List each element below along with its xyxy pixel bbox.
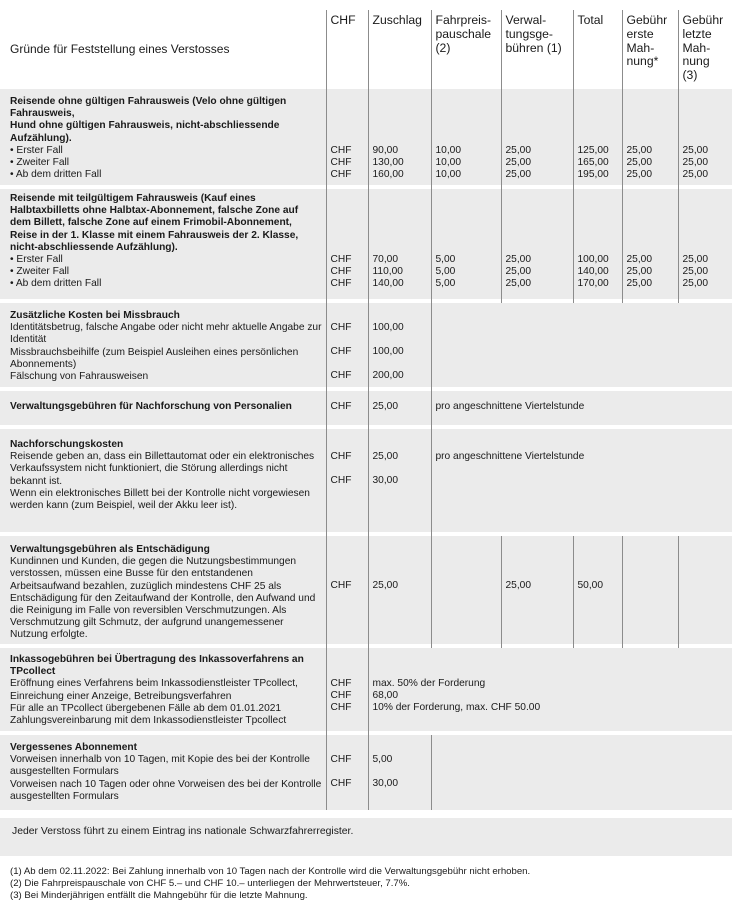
collection-values: max. 50% der Forderung 68,00 10% der Forderung, max. CHF 50.00 — [368, 648, 732, 731]
header-zuschlag: Zuschlag — [368, 10, 431, 89]
section-title: Zusätzliche Kosten bei Missbrauch — [10, 309, 180, 321]
fahrpreis-values: 10,00 10,00 10,00 — [431, 89, 501, 185]
value-machine: 25,00 — [372, 450, 398, 462]
value-forgery: 200,00 — [372, 369, 404, 381]
verwaltung-value: 25,00 — [501, 536, 573, 644]
chf-label: CHF CHF CHF — [326, 648, 368, 731]
header-verwaltung: Verwal- tungsge- bühren (1) — [501, 10, 573, 89]
chf-label-column — [326, 303, 368, 387]
section-forgotten-pass — [0, 735, 732, 810]
section-compensation — [0, 536, 732, 644]
chf-label: CHF — [326, 391, 368, 425]
section-no-ticket-text — [0, 89, 326, 185]
value-within-10-days: 5,00 — [372, 753, 393, 765]
case-list: • Erster Fall • Zweiter Fall • Ab dem dritten Fall — [10, 144, 102, 181]
section-collection-text — [0, 648, 326, 731]
value-research: 25,00 — [368, 391, 431, 425]
chf-label-column — [326, 429, 368, 532]
chf-label: CHF CHF CHF — [326, 189, 368, 299]
total-values: 125,00 165,00 195,00 — [573, 89, 622, 185]
value-eticket: 30,00 — [372, 474, 398, 486]
collection-tpcollect: Für alle an TPcollect übergebenen Fälle ab dem 01.01.2021 Zahlungsvereinbarung mit dem Inkassodienstleister Tpcollect — [10, 702, 287, 726]
chf-label: CHF — [330, 369, 352, 381]
chf-label: CHF — [330, 321, 352, 333]
section-partial-ticket-text — [0, 189, 326, 299]
footnote-3: (3) Bei Minderjährigen entfällt die Mahngebühr für die letzte Mahnung. — [10, 890, 308, 901]
total-values: 100,00 140,00 170,00 — [573, 189, 622, 299]
misuse-abetting: Missbrauchsbeihilfe (zum Beispiel Ausleihen eines persönlichen Abonnements) — [10, 346, 299, 370]
section-personal-research-text — [0, 391, 326, 425]
chf-label: CHF CHF CHF — [326, 89, 368, 185]
section-title: Reisende mit teilgültigem Fahrausweis (Kauf eines Halbtaxbilletts ohne Halbtax-Abonnement, falsche Zone auf dem Billett, falsche Zone auf einem Frimobil-Abonnement, Reise in der 1. Klasse mit einem Fahrausweis der 2. Klasse, nicht-abschliessende Aufzählung). — [10, 192, 299, 253]
zuschlag-values: 90,00 130,00 160,00 — [368, 89, 431, 185]
chf-label: CHF — [330, 474, 352, 486]
forgotten-values — [368, 735, 431, 810]
section-title: Reisende ohne gültigen Fahrausweis (Velo ohne gültigen Fahrausweis, Hund ohne gültigen Fahrausweis, nicht-abschliessende Aufzählung). — [10, 95, 287, 144]
forgotten-after-10-days: Vorweisen nach 10 Tagen oder ohne Vorweisen des bei der Kontrolle ausgestellten Formulars — [10, 778, 322, 802]
section-title: Inkassogebühren bei Übertragung des Inkassoverfahrens an TPcollect — [10, 653, 304, 678]
fahrpreis-values: 5,00 5,00 5,00 — [431, 189, 501, 299]
section-title: Verwaltungsgebühren für Nachforschung von Personalien — [10, 400, 292, 412]
header-fahrpreis: Fahrpreis- pauschale (2) — [431, 10, 501, 89]
chf-label-column — [326, 735, 368, 810]
header-total: Total — [573, 10, 622, 89]
section-title: Vergessenes Abonnement — [10, 741, 138, 753]
verwaltung-values: 25,00 25,00 25,00 — [501, 189, 573, 299]
erste-mahnung-values: 25,00 25,00 25,00 — [622, 189, 678, 299]
header-letzte-mahnung: Gebühr letzte Mah- nung (3) — [678, 10, 732, 89]
footnote-2: (2) Die Fahrpreispauschale von CHF 5.– und CHF 10.– unterliegen der Mehrwertsteuer, 7.7%. — [10, 878, 410, 889]
zuschlag-values: 70,00 110,00 140,00 — [368, 189, 431, 299]
chf-label: CHF — [330, 777, 352, 789]
rate-note: pro angeschnittene Viertelstunde — [431, 429, 732, 532]
section-misuse-text — [0, 303, 326, 387]
footnote-1: (1) Ab dem 02.11.2022: Bei Zahlung innerhalb von 10 Tagen nach der Kontrolle wird die Verwaltungsgebühr nicht erhoben. — [10, 866, 531, 877]
value-after-10-days: 30,00 — [372, 777, 398, 789]
chf-label: CHF — [330, 345, 352, 357]
rate-note: pro angeschnittene Viertelstunde — [431, 391, 732, 425]
investigation-values — [368, 429, 431, 532]
misuse-identity: Identitätsbetrug, falsche Angabe oder nicht mehr aktuelle Angabe zur Identität — [10, 322, 322, 346]
investigation-machine: Reisende geben an, dass ein Billettautomat oder ein elektronisches Verkaufssystem nicht funktioniert, die Störung allerdings nicht bekannt ist. — [10, 451, 315, 487]
section-forgotten-pass-text — [0, 735, 326, 810]
section-compensation-text — [0, 536, 326, 644]
letzte-mahnung-values: 25,00 25,00 25,00 — [678, 189, 732, 299]
header-erste-mahnung: Gebühr erste Mah- nung* — [622, 10, 678, 89]
value-identity: 100,00 — [372, 321, 404, 333]
erste-mahnung-values: 25,00 25,00 25,00 — [622, 89, 678, 185]
total-value: 50,00 — [573, 536, 622, 644]
investigation-eticket: Wenn ein elektronisches Billett bei der Kontrolle nicht vorgewiesen werden kann (zum Beispiel, weil der Akku leer ist). — [10, 487, 310, 511]
section-title: Nachforschungskosten — [10, 438, 124, 450]
header-reason: Gründe für Feststellung eines Verstosses — [10, 41, 230, 56]
section-investigation — [0, 429, 732, 532]
verwaltung-values: 25,00 25,00 25,00 — [501, 89, 573, 185]
misuse-forgery: Fälschung von Fahrausweisen — [10, 371, 149, 382]
chf-label: CHF — [330, 450, 352, 462]
case-list: • Erster Fall • Zweiter Fall • Ab dem dritten Fall — [10, 254, 102, 290]
chf-label: CHF — [326, 536, 368, 644]
section-partial-ticket — [0, 189, 732, 299]
misuse-values — [368, 303, 431, 387]
chf-label: CHF — [330, 753, 352, 765]
section-title: Verwaltungsgebühren als Entschädigung — [10, 543, 210, 555]
header-row — [0, 10, 732, 89]
compensation-text: Kundinnen und Kunden, die gegen die Nutzungsbestimmungen verstossen, müssen eine Busse für den entstandenen Arbeitsaufwand bezahlen, zuzüglich mindestens CHF 25 als Entschädigung für den Zeitaufwand der Kontrolle, den Aufwand und die Reinigung im Falle von reversiblen Verschmutzungen. Als Verschmutzung gilt Schmutz, der aufgrund unangemessener Nutzung erfolgte. — [10, 556, 316, 641]
forgotten-within-10-days: Vorweisen innerhalb von 10 Tagen, mit Kopie des bei der Kontrolle ausgestellten Formulars — [10, 754, 310, 778]
register-notice — [0, 818, 732, 856]
zuschlag-value: 25,00 — [368, 536, 431, 644]
letzte-mahnung-values: 25,00 25,00 25,00 — [678, 89, 732, 185]
value-abetting: 100,00 — [372, 345, 404, 357]
section-personal-research — [0, 391, 732, 425]
fees-table — [0, 10, 732, 810]
collection-opening: Eröffnung eines Verfahrens beim Inkassodienstleister TPcollect, Einreichung einer Anzeige, Betreibungsverfahren — [10, 678, 298, 702]
section-investigation-text — [0, 429, 326, 532]
section-collection — [0, 648, 732, 731]
register-notice-text: Jeder Verstoss führt zu einem Eintrag ins nationale Schwarzfahrerregister. — [12, 826, 354, 837]
header-chf: CHF — [326, 10, 368, 89]
section-misuse — [0, 303, 732, 387]
section-no-ticket — [0, 89, 732, 185]
